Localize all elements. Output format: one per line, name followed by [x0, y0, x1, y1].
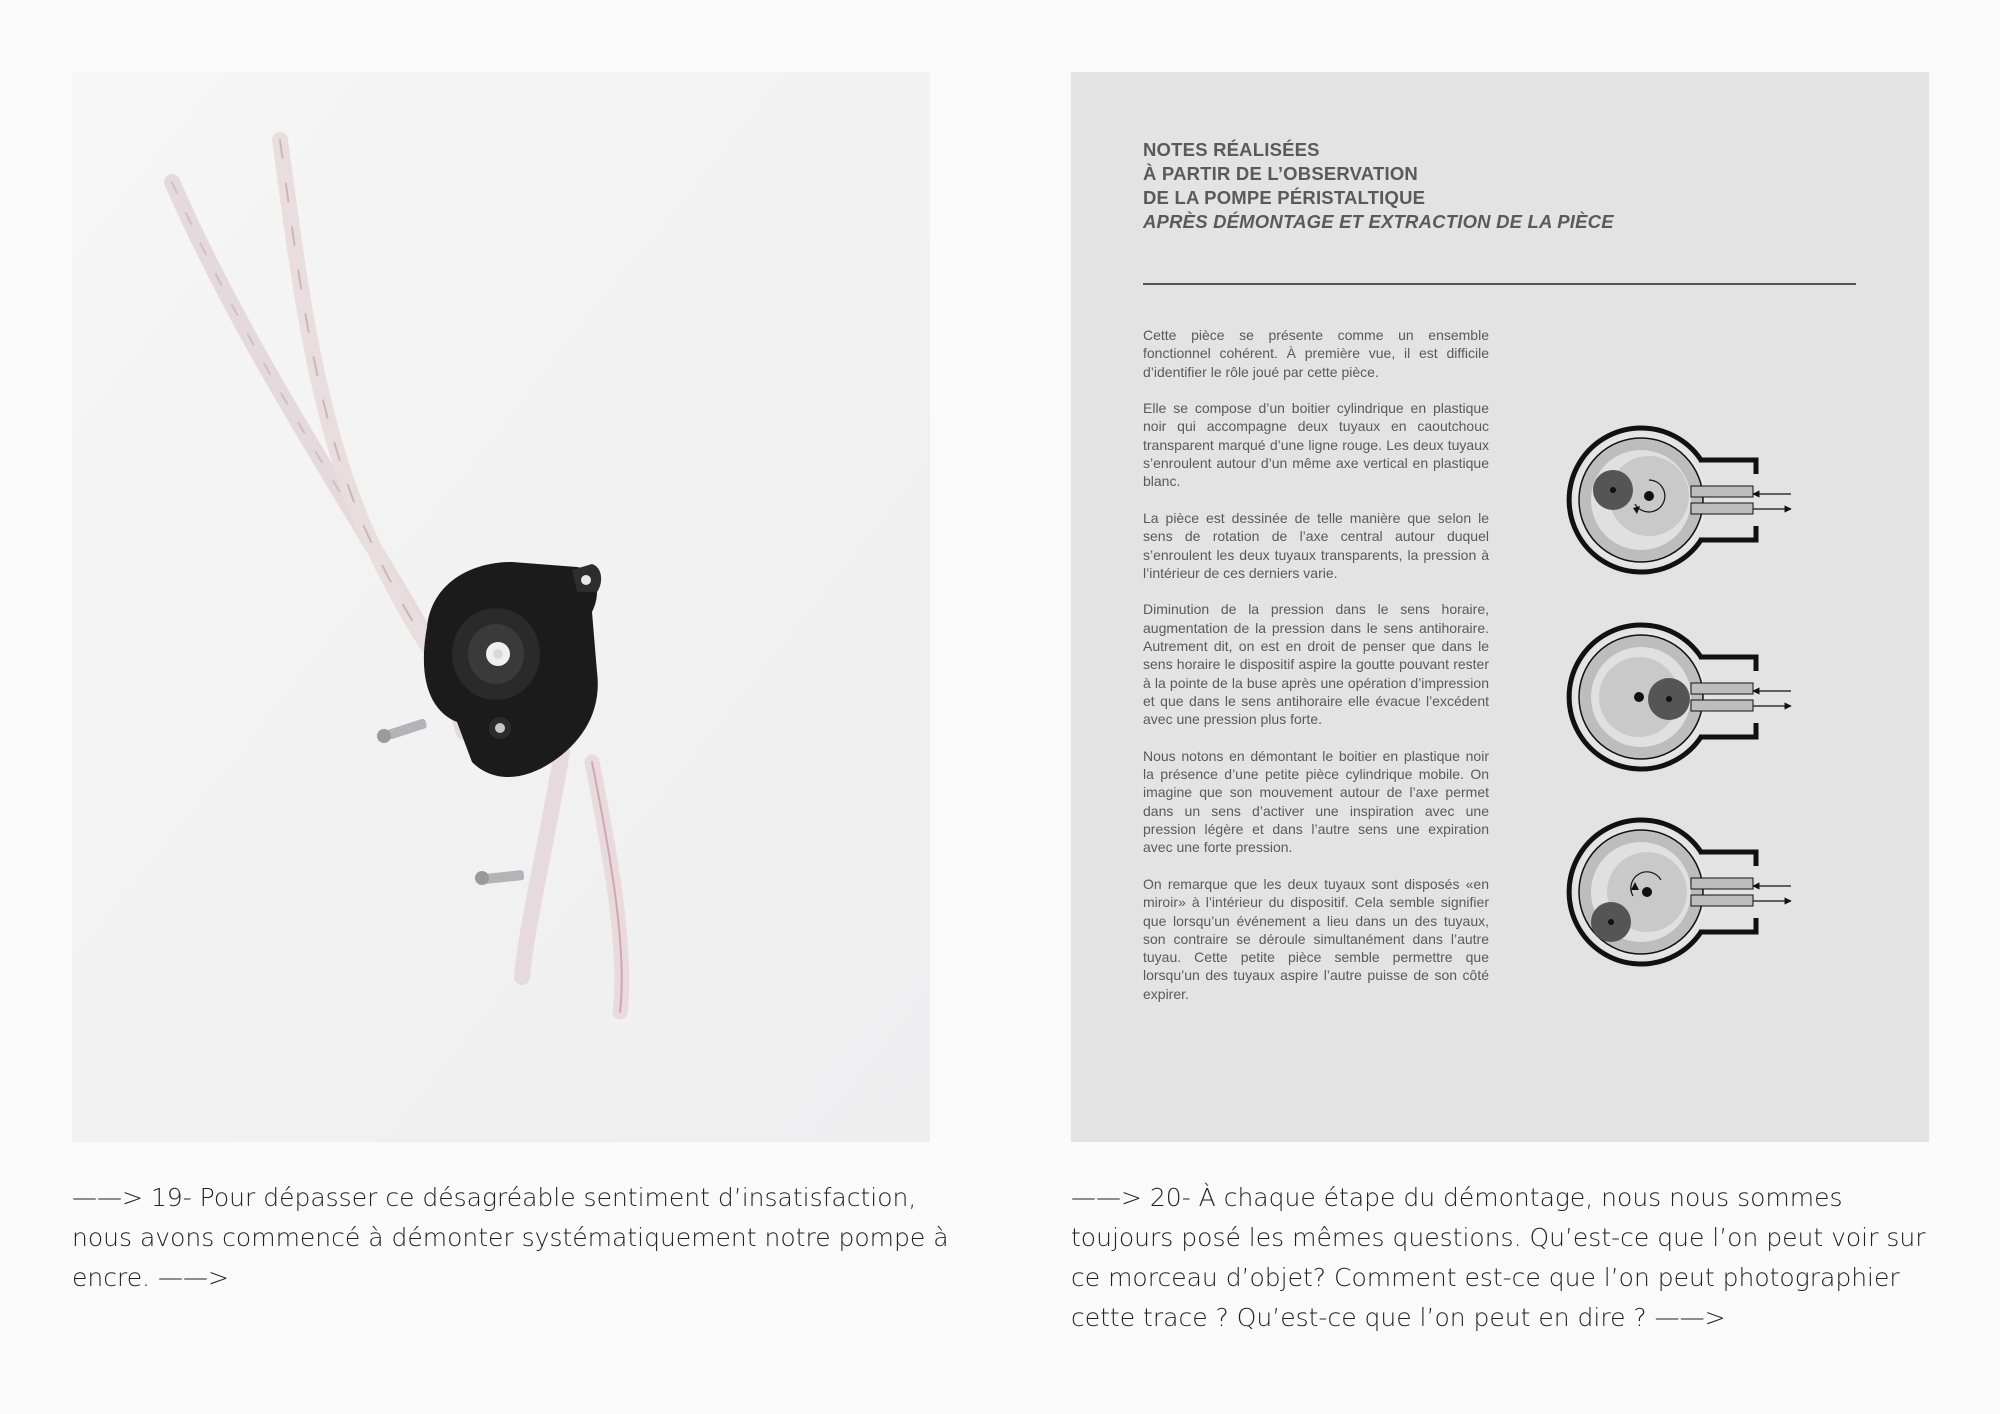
- caption-20: ——> 20- À chaque étape du démontage, nous nous sommes toujours posé les mêmes questions. Qu’est-ce que l’on peut voir sur ce morceau d’objet? Comment est-ce que l’on peut photographier cette trace ? Qu’est-ce que l’on peut en dire ? ——>: [1071, 1183, 1926, 1332]
- notes-paragraph: Nous notons en démontant le boitier en plastique noir la présence d’une petite pièce cylindrique mobile. On imagine que son mouvement autour de l’axe permet dans un sens d’activer une inspiration avec une pression légère et dans l’autre sens une expiration avec une forte pression.: [1143, 747, 1489, 856]
- notes-paragraph: Elle se compose d’un boitier cylindrique en plastique noir qui accompagne deux tuyaux en caoutchouc transparent marqué d’une ligne rouge. Les deux tuyaux s’enroulent autour d’un même axe vertical en plastique blanc.: [1143, 400, 1489, 490]
- pump-schematics: [1541, 412, 1841, 1012]
- schematic-1: [1569, 428, 1791, 572]
- notes-heading: [1143, 138, 1843, 234]
- pump-photograph: [72, 72, 930, 1142]
- heading-line-1: NOTES RÉALISÉES: [1143, 139, 1320, 160]
- notes-sheet: [1071, 72, 1929, 1142]
- notes-body: [1143, 326, 1489, 1021]
- caption-19: ——> 19- Pour dépasser ce désagréable sentiment d’insatisfaction, nous avons commencé à démonter systématiquement notre pompe à encre. ——>: [72, 1183, 949, 1292]
- heading-subtitle: APRÈS DÉMONTAGE ET EXTRACTION DE LA PIÈCE: [1143, 211, 1614, 232]
- schematic-3: [1569, 820, 1791, 964]
- notes-paragraph: On remarque que les deux tuyaux sont disposés «en miroir» à l’intérieur du dispositif. Cela semble signifier que lorsqu’un événement a lieu dans un des tuyaux, son contraire se déroule simultanément dans l’autre tuyau. Cette petite pièce semble permettre que lorsqu’un des tuyaux aspire l’autre puisse de son côté expirer.: [1143, 875, 1489, 1002]
- schematic-2: [1569, 625, 1791, 769]
- heading-divider: [1143, 283, 1856, 285]
- heading-line-2: À PARTIR DE L’OBSERVATION: [1143, 163, 1418, 184]
- notes-paragraph: Diminution de la pression dans le sens horaire, augmentation de la pression dans le sens antihoraire. Autrement dit, on est en droit de penser que dans le sens horaire le dispositif aspire la goutte pouvant rester à la pointe de la buse après une opération d’impression et que dans le sens antihoraire elle évacue l’excédent avec une pression plus forte.: [1143, 601, 1489, 728]
- notes-paragraph: Cette pièce se présente comme un ensemble fonctionnel cohérent. À première vue, il est difficile d’identifier le rôle joué par cette pièce.: [1143, 327, 1489, 380]
- notes-paragraph: La pièce est dessinée de telle manière que selon le sens de rotation de l’axe central autour duquel s’enroulent les deux tuyaux transparents, la pression à l’intérieur de ces derniers varie.: [1143, 509, 1489, 581]
- heading-line-3: DE LA POMPE PÉRISTALTIQUE: [1143, 187, 1426, 208]
- pump-photo-illustration: [72, 72, 930, 1142]
